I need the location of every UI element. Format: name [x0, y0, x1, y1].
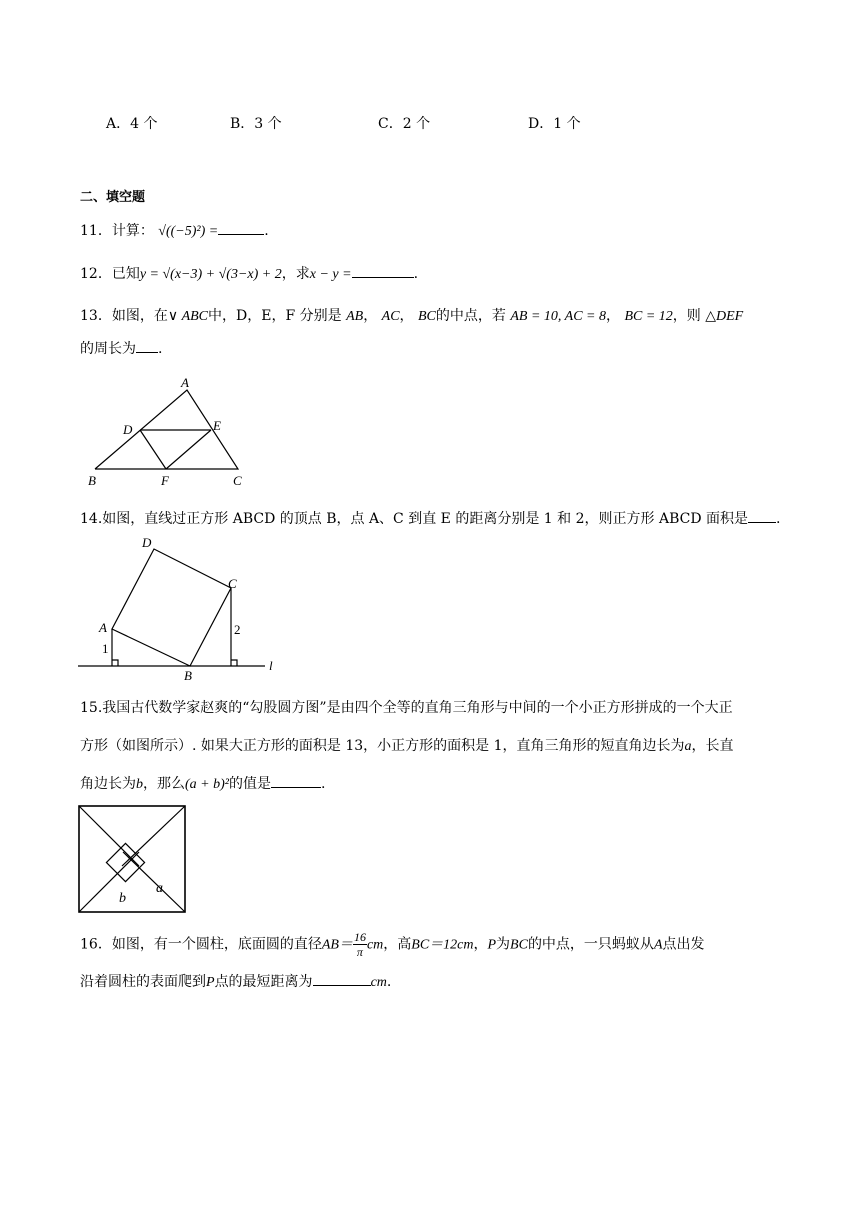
unit: cm: [370, 975, 387, 990]
question-text: ，则: [672, 308, 701, 324]
math-variable: A: [653, 937, 663, 953]
fraction-denominator: π: [356, 945, 363, 959]
unit: cm: [366, 937, 384, 953]
answer-blank[interactable]: [218, 222, 264, 235]
label-l: l: [269, 658, 273, 673]
question-text: ，那么: [143, 776, 185, 792]
fraction: [353, 930, 367, 959]
question-text: 点的最短距离为: [214, 974, 313, 990]
label-b: B: [184, 668, 192, 683]
label-c: C: [228, 576, 237, 591]
answer-blank[interactable]: [352, 265, 414, 278]
math-expression: √((−5)²) =: [158, 224, 219, 239]
math-expression: BC = 12: [624, 309, 673, 324]
label-e: E: [213, 418, 221, 433]
question-12: 12．已知y = √(x−3) + √(3−x) + 2，求x − y = .: [80, 266, 419, 282]
answer-blank[interactable]: [313, 973, 371, 986]
question-15-line2: [80, 735, 734, 755]
question-text: 的中点，若: [435, 308, 506, 324]
label-f: F: [161, 473, 169, 488]
question-text: ，求: [281, 266, 310, 282]
question-number: 14.: [80, 511, 103, 527]
question-number: 12．: [80, 266, 112, 282]
label-distance-1: 1: [102, 641, 109, 656]
math-expression: AB: [346, 309, 364, 324]
answer-blank[interactable]: [271, 775, 321, 788]
square-figure: [75, 533, 275, 683]
label-c: C: [233, 473, 242, 488]
question-15-line3: 角边长为b，那么(a + b)²的值是 .: [80, 776, 326, 792]
question-16-line2: 沿着圆柱的表面爬到P点的最短距离为 cm.: [80, 974, 392, 990]
math-variable: b: [136, 777, 143, 792]
question-text: 如图，有一个圆柱，底面圆的直径: [111, 936, 322, 953]
question-text: 为: [496, 936, 511, 953]
question-text: 方形（如图所示）. 如果大正方形的面积是 13，小正方形的面积是 1，直角三角形的短直角边长为: [80, 738, 685, 754]
question-13: 13．如图，在∨ ABC中，D，E，F 分别是 AB， AC， BC的中点，若 AB = 10, AC = 8， BC = 12，则 △DEF: [80, 308, 744, 324]
triangle-figure: [85, 372, 255, 488]
label-d: D: [142, 535, 152, 550]
question-text: 计算：: [111, 223, 154, 239]
math-expression: BC: [418, 309, 436, 324]
math-expression: AC: [381, 309, 400, 324]
question-text: ，高: [383, 936, 412, 953]
option-c: C．2 个: [378, 116, 431, 132]
math-variable: P: [206, 975, 215, 990]
question-15: [80, 697, 733, 717]
option-d: D．1 个: [528, 116, 581, 132]
math-expression: AB＝: [321, 937, 353, 953]
question-text: 点出发: [662, 936, 705, 953]
section-heading: 二、填空题: [80, 190, 146, 205]
label-b: b: [119, 891, 126, 906]
math-expression: AB = 10, AC = 8: [510, 309, 606, 324]
question-text: 的中点，一只蚂蚁从: [527, 936, 654, 953]
question-14: 14.如图，直线过正方形 ABCD 的顶点 B，点 A、C 到直 E 的距离分别是 1 和 2，则正方形 ABCD 面积是 .: [80, 511, 781, 527]
question-number: 13．: [80, 308, 112, 324]
question-text: 中，D，E，F 分别是: [208, 308, 342, 324]
math-variable: P: [487, 937, 497, 953]
zhao-shuang-figure: [77, 804, 189, 916]
label-a: a: [156, 881, 163, 896]
question-text: 的周长为: [80, 341, 136, 357]
math-variable: BC: [510, 937, 528, 953]
question-number: 16．: [80, 936, 112, 953]
question-13-line2: 的周长为 .: [80, 341, 163, 357]
label-b: B: [88, 473, 96, 488]
answer-blank[interactable]: [748, 510, 776, 523]
question-16: [80, 930, 705, 959]
question-text: 的值是: [228, 776, 271, 792]
answer-blank[interactable]: [136, 340, 158, 353]
question-text: 我国古代数学家赵爽的“勾股圆方图”是由四个全等的直角三角形与中间的一个小正方形拼成的一个大正: [102, 700, 733, 716]
question-number: 11．: [80, 223, 112, 239]
question-number: 15.: [80, 700, 103, 716]
math-expression: x − y =: [309, 267, 352, 282]
question-text: 已知: [111, 266, 140, 282]
question-text: ，长直: [691, 738, 734, 754]
unit: cm: [457, 937, 474, 953]
question-11: 11．计算： √((−5)²) = .: [80, 223, 269, 239]
question-text: 如图，直线过正方形 ABCD 的顶点 B，点 A、C 到直 E 的距离分别是 1 和 2，则正方形 ABCD 面积是: [102, 511, 748, 527]
label-a: A: [99, 620, 107, 635]
option-a: A．4 个: [106, 116, 158, 132]
question-text: ，: [473, 936, 488, 953]
math-expression: y = √(x−3) + √(3−x) + 2: [139, 267, 282, 282]
question-text: 沿着圆柱的表面爬到: [80, 974, 206, 990]
fraction-numerator: 16: [353, 930, 366, 944]
math-expression: ∨ ABC: [167, 309, 209, 324]
label-a: A: [181, 375, 189, 390]
question-text: 如图，在: [111, 308, 168, 324]
option-b: B．3 个: [230, 116, 282, 132]
question-text: 角边长为: [80, 776, 136, 792]
math-variable: a: [684, 739, 692, 754]
math-expression: BC＝12: [411, 937, 458, 953]
math-expression: △DEF: [705, 309, 744, 324]
label-distance-2: 2: [234, 622, 241, 637]
math-expression: (a + b)²: [185, 777, 229, 792]
label-d: D: [123, 422, 133, 437]
